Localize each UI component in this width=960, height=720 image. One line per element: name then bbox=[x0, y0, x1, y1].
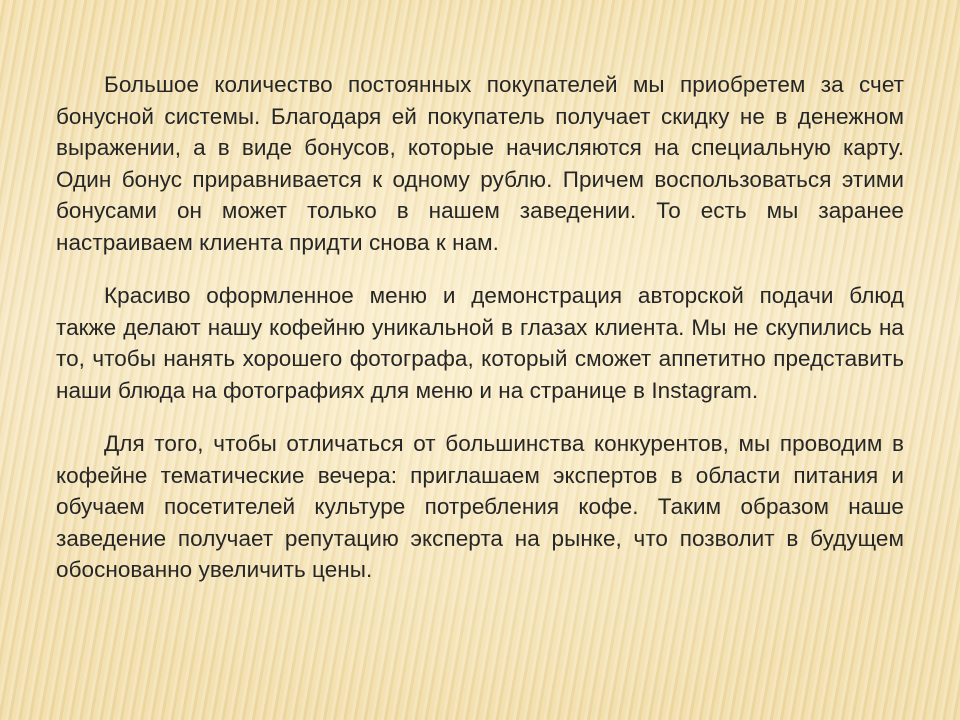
paragraph-menu-design: Красиво оформленное меню и демонстрация авторской подачи блюд также делают нашу кофейню уникальной в глазах клиента. Мы не скупились на то, чтобы нанять хорошего фотографа, который сможет аппетитно представить наши блюда на фотографиях для меню и на странице в Instagram. bbox=[56, 283, 904, 403]
paragraph-bonus-system: Большое количество постоянных покупателей мы приобретем за счет бонусной системы. Благодаря ей покупатель получает скидку не в денежном выражении, а в виде бонусов, которые начисляются на специальную карту. Один бонус приравнивается к одному рублю. Причем воспользоваться этими бонусами он может только в нашем заведении. То есть мы заранее настраиваем клиента придти снова к нам. bbox=[56, 72, 904, 255]
slide-body bbox=[56, 69, 904, 608]
paragraph-themed-evenings: Для того, чтобы отличаться от большинства конкурентов, мы проводим в кофейне тематические вечера: приглашаем экспертов в области питания и обучаем посетителей культуре потребления кофе. Таким образом наше заведение получает репутацию эксперта на рынке, что позволит в будущем обоснованно увеличить цены. bbox=[56, 431, 904, 582]
